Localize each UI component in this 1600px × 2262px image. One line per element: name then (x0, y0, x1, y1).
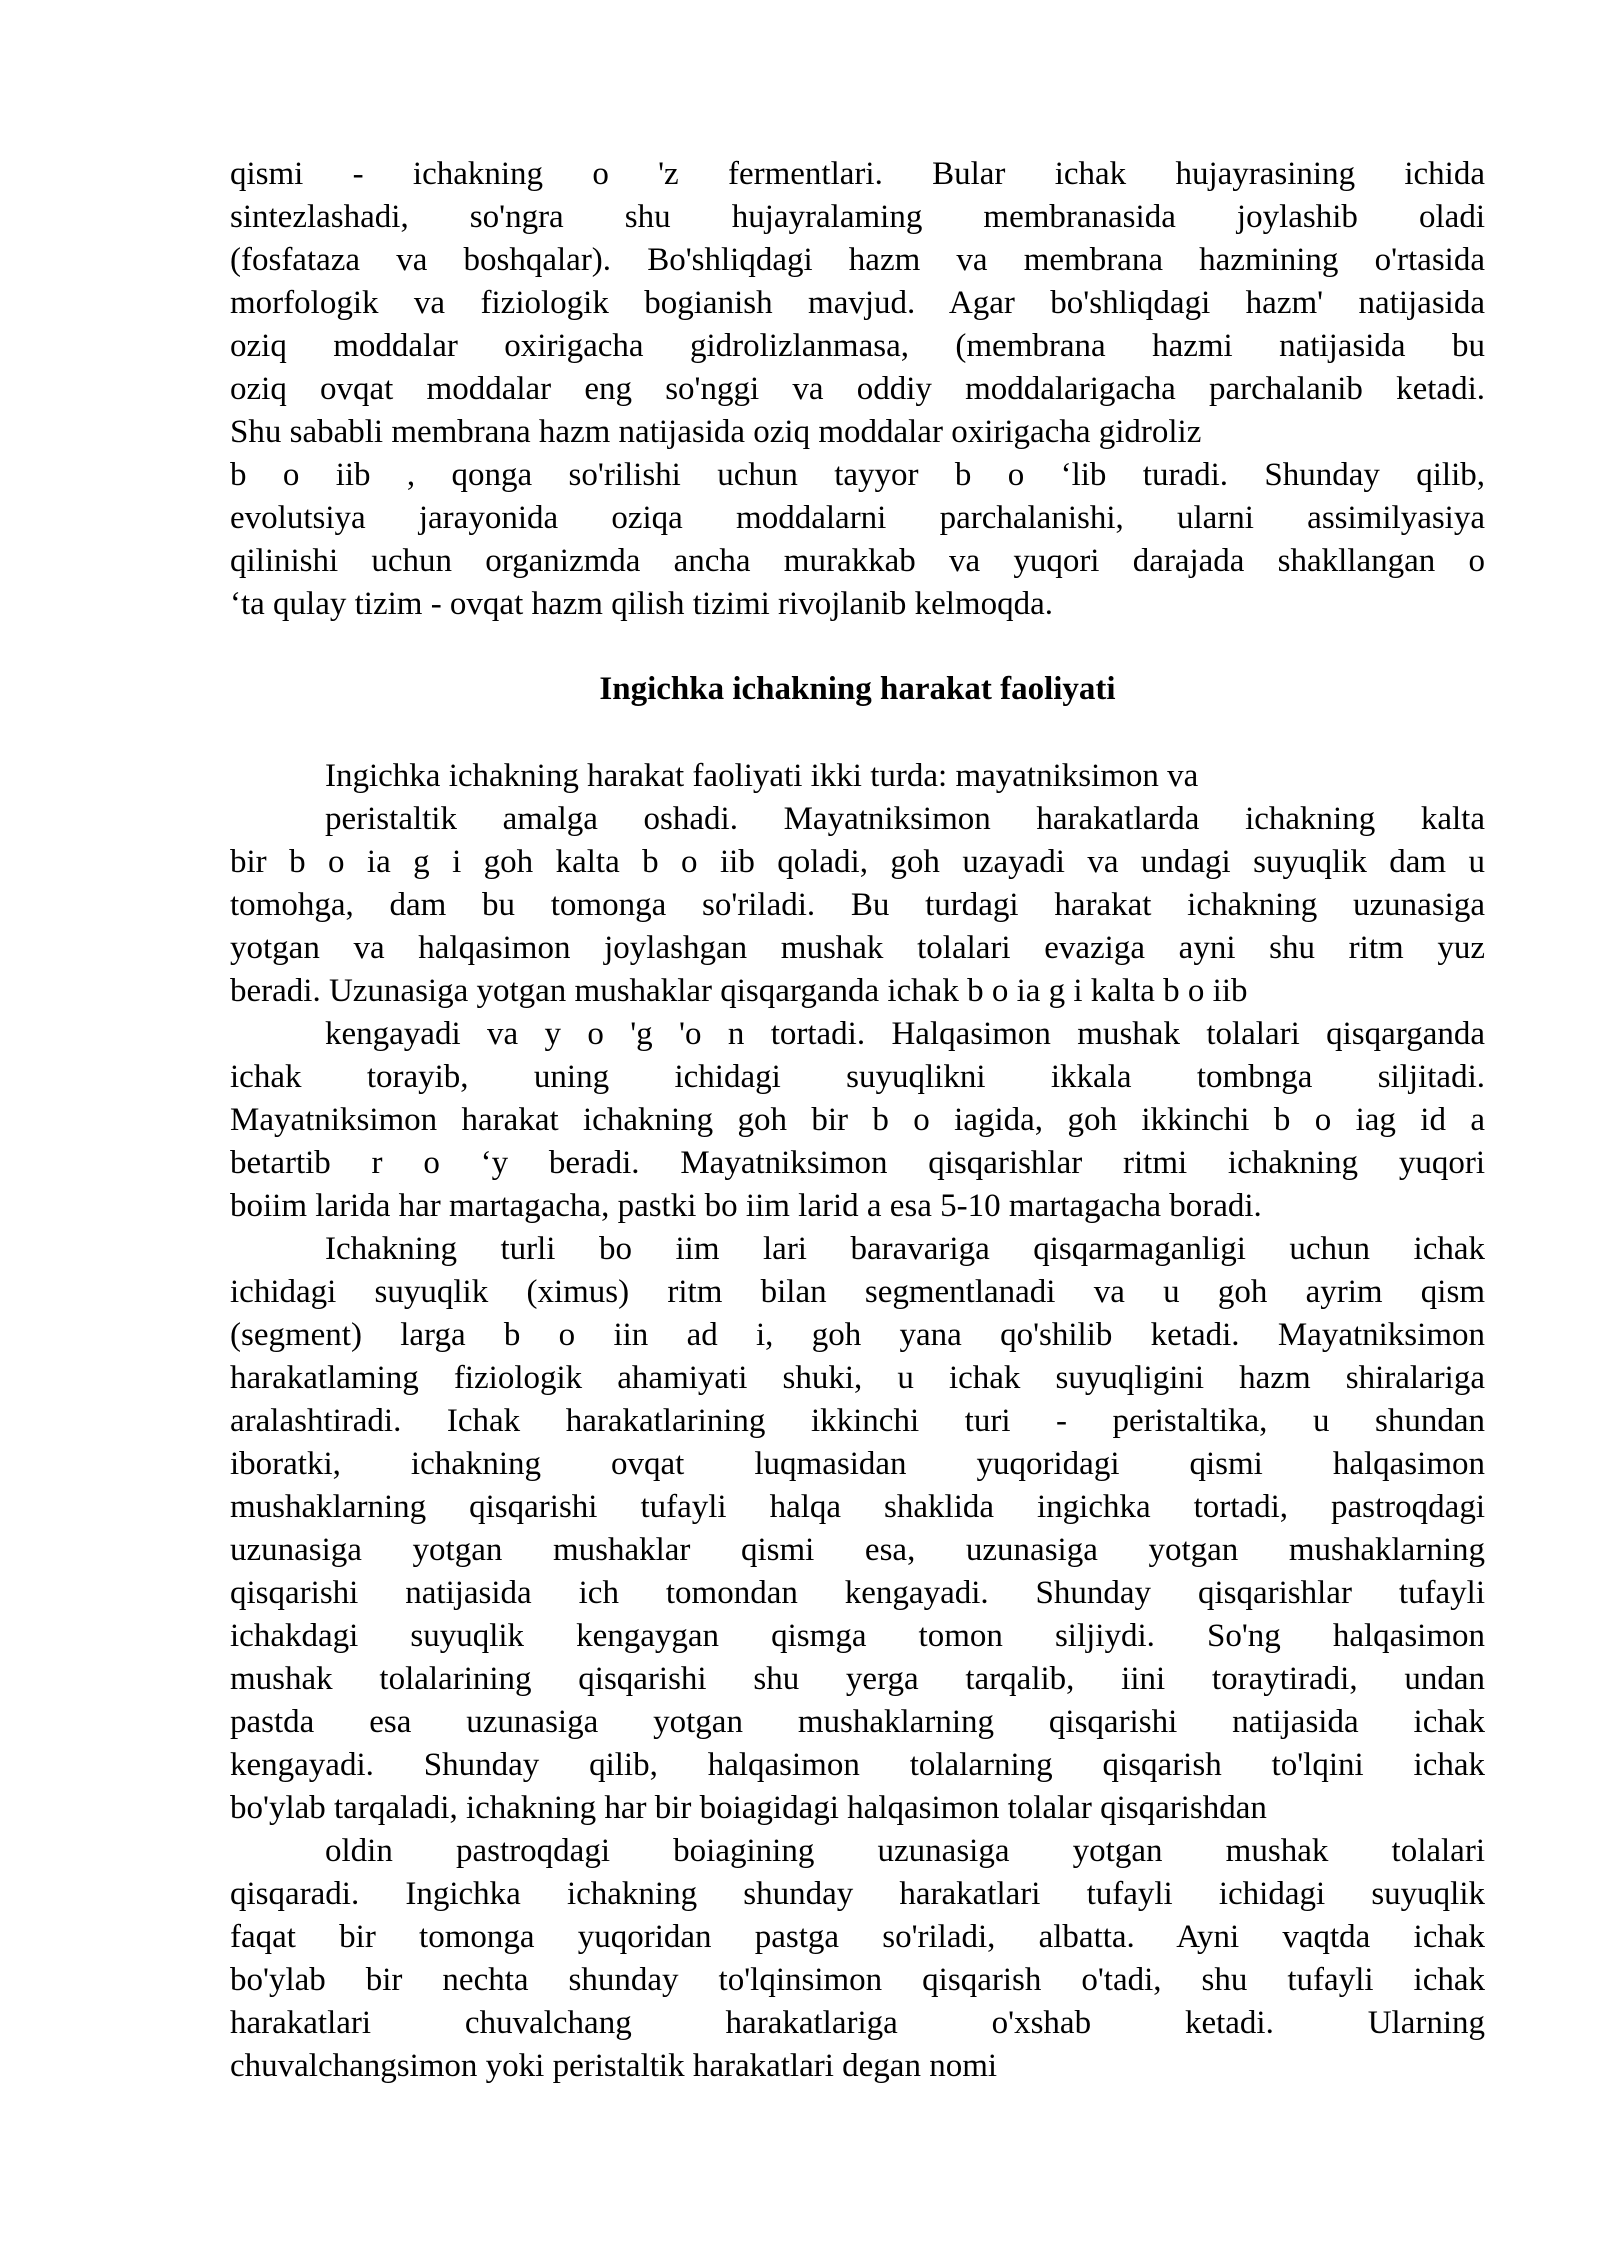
text-line: (segment) larga b o iin ad i, goh yana qo'shilib ketadi. Mayatniksimon (230, 1317, 1485, 1353)
text-line: Mayatniksimon harakat ichakning goh bir b o iagida, goh ikkinchi b o iag id a (230, 1102, 1485, 1138)
text-line: Ingichka ichakning harakat faoliyati ikki turda: mayatniksimon va (325, 758, 1199, 794)
text-line: qisqarishi natijasida ich tomondan kengayadi. Shunday qisqarishlar tufayli (230, 1575, 1485, 1611)
text-line: pastda esa uzunasiga yotgan mushaklarning qisqarishi natijasida ichak (230, 1704, 1485, 1740)
text-line: qisqaradi. Ingichka ichakning shunday harakatlari tufayli ichidagi suyuqlik (230, 1876, 1485, 1912)
text-line: iboratki, ichakning ovqat luqmasidan yuqoridagi qismi halqasimon (230, 1446, 1485, 1482)
text-line: mushaklarning qisqarishi tufayli halqa shaklida ingichka tortadi, pastroqdagi (230, 1489, 1485, 1525)
text-line: boiim larida har martagacha, pastki bo iim larid a esa 5-10 martagacha boradi. (230, 1188, 1262, 1224)
text-line: mushak tolalarining qisqarishi shu yerga tarqalib, iini toraytiradi, undan (230, 1661, 1485, 1697)
text-line: qismi - ichakning o 'z fermentlari. Bular ichak hujayrasining ichida (230, 156, 1485, 192)
text-line: ichakdagi suyuqlik kengaygan qismga tomon siljiydi. So'ng halqasimon (230, 1618, 1485, 1654)
text-line: oldin pastroqdagi boiagining uzunasiga yotgan mushak tolalari (325, 1833, 1485, 1869)
text-line: morfologik va fiziologik bogianish mavjud. Agar bo'shliqdagi hazm' natijasida (230, 285, 1485, 321)
text-line: bo'ylab bir nechta shunday to'lqinsimon qisqarish o'tadi, shu tufayli ichak (230, 1962, 1485, 1998)
text-line: bir b o ia g i goh kalta b o iib qoladi, goh uzayadi va undagi suyuqlik dam u (230, 844, 1485, 880)
text-line: kengayadi. Shunday qilib, halqasimon tolalarning qisqarish to'lqini ichak (230, 1747, 1485, 1783)
text-line: bo'ylab tarqaladi, ichakning har bir boiagidagi halqasimon tolalar qisqarishdan (230, 1790, 1267, 1826)
text-line: harakatlaming fiziologik ahamiyati shuki, u ichak suyuqligini hazm shiralariga (230, 1360, 1485, 1396)
text-line: tomohga, dam bu tomonga so'riladi. Bu turdagi harakat ichakning uzunasiga (230, 887, 1485, 923)
text-line: oziq ovqat moddalar eng so'nggi va oddiy moddalarigacha parchalanib ketadi. (230, 371, 1485, 407)
text-line: Shu sababli membrana hazm natijasida oziq moddalar oxirigacha gidroliz (230, 414, 1202, 450)
text-line: uzunasiga yotgan mushaklar qismi esa, uzunasiga yotgan mushaklarning (230, 1532, 1485, 1568)
text-line: harakatlari chuvalchang harakatlariga o'xshab ketadi. Ularning (230, 2005, 1485, 2041)
text-line: aralashtiradi. Ichak harakatlarining ikkinchi turi - peristaltika, u shundan (230, 1403, 1485, 1439)
text-line: evolutsiya jarayonida oziqa moddalarni parchalanishi, ularni assimilyasiya (230, 500, 1485, 536)
text-line: faqat bir tomonga yuqoridan pastga so'riladi, albatta. Ayni vaqtda ichak (230, 1919, 1485, 1955)
text-line: sintezlashadi, so'ngra shu hujayralaming membranasida joylashib oladi (230, 199, 1485, 235)
text-line: ichak torayib, uning ichidagi suyuqlikni ikkala tombnga siljitadi. (230, 1059, 1485, 1095)
text-line: betartib r o ‘y beradi. Mayatniksimon qisqarishlar ritmi ichakning yuqori (230, 1145, 1485, 1181)
text-line: chuvalchangsimon yoki peristaltik harakatlari degan nomi (230, 2048, 998, 2084)
section-heading: Ingichka ichakning harakat faoliyati (599, 671, 1116, 707)
text-line: b o iib , qonga so'rilishi uchun tayyor b o ‘lib turadi. Shunday qilib, (230, 457, 1485, 493)
text-line: kengayadi va y o 'g 'o n tortadi. Halqasimon mushak tolalari qisqarganda (325, 1016, 1485, 1052)
text-line: ‘ta qulay tizim - ovqat hazm qilish tizimi rivojlanib kelmoqda. (230, 586, 1053, 622)
text-line: Ichakning turli bo iim lari baravariga qisqarmaganligi uchun ichak (325, 1231, 1485, 1267)
text-line: (fosfataza va boshqalar). Bo'shliqdagi hazm va membrana hazmining o'rtasida (230, 242, 1485, 278)
text-line: ichidagi suyuqlik (ximus) ritm bilan segmentlanadi va u goh ayrim qism (230, 1274, 1485, 1310)
text-line: beradi. Uzunasiga yotgan mushaklar qisqarganda ichak b o ia g i kalta b o iib (230, 973, 1248, 1009)
text-line: oziq moddalar oxirigacha gidrolizlanmasa, (membrana hazmi natijasida bu (230, 328, 1485, 364)
text-line: qilinishi uchun organizmda ancha murakkab va yuqori darajada shakllangan o (230, 543, 1485, 579)
text-line: peristaltik amalga oshadi. Mayatniksimon harakatlarda ichakning kalta (325, 801, 1485, 837)
text-line: yotgan va halqasimon joylashgan mushak tolalari evaziga ayni shu ritm yuz (230, 930, 1485, 966)
